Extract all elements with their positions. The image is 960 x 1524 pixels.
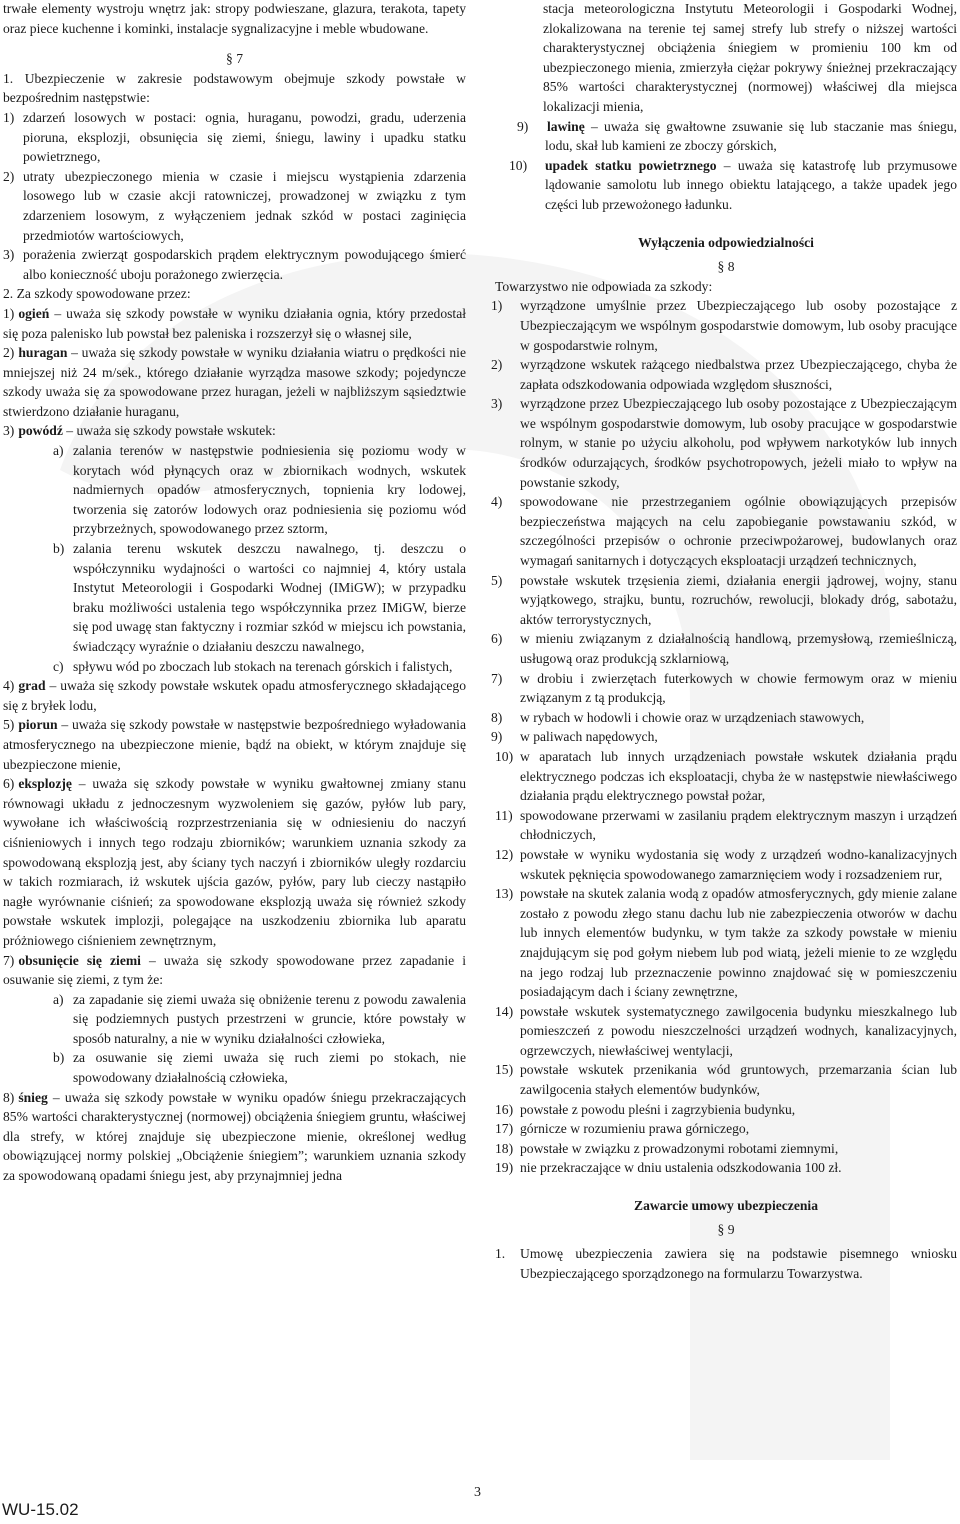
left-column [3,0,466,1186]
item-text: górnicze w rozumieniu prawa górniczego, [520,1121,750,1137]
item-text: powstałe w związku z prowadzonymi robotami ziemnymi, [520,1140,839,1156]
sub-item-letter: b) [53,1050,65,1066]
right-column [491,0,957,1283]
list-item [491,296,957,355]
list-item [495,1139,957,1159]
item-text: w aparatach lub innych urządzeniach powstałe wskutek działania prądu elektrycznego podczas ich eksploatacji, chyba że w następstwie niewłaściwego działania prądu elektrycznego powstał pożar, [520,748,957,804]
item-text: powstałe wskutek systematycznego zawilgocenia budynku mieszkalnego lub pomieszczeń z powodu nieszczelności urządzeń wodnych, kanalizacyjnych, ogrzewczych, niewłaściwej wentylacji, [520,1003,957,1058]
sub-item-text: za zapadanie się ziemi uważa się obniżenie terenu z powodu zawalenia się podziemnych pustych przestrzeni w gruncie, które powstały w sposób naturalny, a nie w wyniku działalności człowieka, [73,991,466,1046]
item-number: 2) [3,168,15,184]
list-item [3,108,466,167]
defined-term: lawinę [547,118,585,134]
item-number: 15) [495,1062,514,1078]
list-item [495,747,957,806]
item-text: w paliwach napędowych, [520,729,658,745]
item-number: 4) [491,494,503,510]
sub-item-text: za osuwanie się ziemi uważa się ruch ziemi po stokach, nie spowodowany działalnością człowieka, [73,1050,466,1086]
defined-term: upadek statku powietrznego [545,157,717,173]
item-number: 14) [495,1003,514,1019]
defined-term: śnieg [18,1089,48,1105]
definition-hail [3,676,466,715]
definition-hurricane [3,343,466,421]
sub-item-letter: a) [53,991,64,1007]
item-number: 8) [491,709,503,725]
definition-avalanche [495,117,957,156]
definition-text: – uważa się szkody powstałe w wyniku działania ognia, który przedostał się poza palenisko lub powstał bez paleniska i rozszerzył się o własnej sile, [3,305,466,341]
item-number: 5) [3,717,15,733]
item-number: 3) [3,423,15,439]
defined-term: piorun [18,717,58,733]
paragraph-1: 1. Ubezpieczenie w zakresie podstawowym obejmuje szkody powstałe w bezpośrednim następstwie: [3,70,466,106]
item-number: 1) [3,305,15,321]
defined-term: eksplozję [18,776,72,792]
definition-landslide [3,951,466,990]
list-item [3,167,466,245]
item-number: 6) [3,776,15,792]
item-number: 5) [491,572,503,588]
item-number: 16) [495,1101,514,1117]
definition-text: – uważa się szkody powstałe wskutek opadu atmosferycznego składającego się z bryłek lodu, [3,678,466,713]
item-text: wyrządzone wskutek rażącego niedbalstwa przez Ubezpieczającego, chyba że zapłata odszkodowania odpowiada względom słuszności, [520,357,957,392]
item-number: 3) [3,247,15,263]
defined-term: powódź [18,423,63,439]
list-item [491,394,957,492]
item-number: 8) [3,1089,15,1105]
list-item [491,629,957,668]
defined-term: obsunięcie się ziemi [18,952,141,968]
item-text: wyrządzone umyślnie przez Ubezpieczającego lub osoby pozostające z Ubezpieczającym we wspólnym gospodarstwie domowym, lub osoby pracujące w gospodarstwie rolnym, [520,298,957,353]
contract-heading: Zawarcie umowy ubezpieczenia [634,1198,818,1214]
item-text: zdarzeń losowych w postaci: ognia, huraganu, powodzi, gradu, uderzenia pioruna, eksplozji, obsunięcia się ziemi, śniegu, lawiny i upadku statku powietrznego, [23,109,466,165]
item-number: 10) [495,748,514,764]
list-item [491,708,957,728]
list-item [491,355,957,394]
list-item [495,845,957,884]
item-number: 19) [495,1160,514,1176]
item-text: nie przekraczające w dniu ustalenia odszkodowania 100 zł. [520,1160,842,1176]
list-item [3,245,466,284]
item-text: w rybach w hodowli i chowie oraz w urządzeniach stawowych, [520,709,865,725]
item-number: 7) [3,952,15,968]
item-number: 1) [3,109,15,125]
item-text: powstałe wskutek trzęsienia ziemi, działania energii jądrowej, wojny, stanu wyjątkowego, strajku, buntu, rozruchów, rewolucji, blokady dróg, sabotażu, aktów terrorystycznych, [520,572,957,627]
item-number: 10) [509,157,528,173]
intro-paragraph: trwałe elementy wystroju wnętrz jak: stropy podwieszane, glazura, terakota, tapety oraz piece kuchenne i kominki, instalacje sygnalizacyjne i meble wbudowane. [3,1,466,36]
definition-text: – uważa się gwałtowne zsuwanie się lub staczanie mas śniegu, lodu, skał lub kamieni ze zboczy górskich, [545,118,957,154]
definition-text: – uważa się szkody spowodowane przez zapadanie i osuwanie się ziemi, z tym że: [3,952,466,988]
list-item [495,806,957,845]
defined-term: huragan [18,345,68,361]
item-number: 17) [495,1121,514,1137]
sub-item [3,539,466,657]
contract-paragraph [495,1244,957,1283]
defined-term: ogień [18,305,50,321]
item-number: 1. [495,1246,506,1262]
item-text: powstałe na skutek zalania wodą z opadów atmosferycznych, gdy mienie zalane zostało z powodu złego stanu dachu lub nie zabezpieczenia otworów w dachu lub innych elementów budynku, w tym także za szkody powstałe w mieniu znajdującym się pod gołym niebem lub pod wiatą, jeżeli mienie to ze względu na jego rodzaj lub przeznaczenie powinno znajdować się w pomieszczeniu posiadającym dach i ściany zewnętrzne, [520,886,957,1000]
definition-flood [3,421,466,441]
definition-aircraft [495,156,957,215]
definition-text: – uważa się katastrofę lub przymusowe lądowanie samolotu lub innego obiektu latającego, a także upadek jego części lub przewożonego ładunku. [545,157,957,212]
sub-item [3,990,466,1049]
section-8-mark: § 8 [717,259,735,275]
item-text: w mieniu związanym z działalnością handlową, przemysłową, rzemieślniczą, usługową oraz produkcją szklarniową, [520,631,957,666]
sub-item [3,441,466,539]
section-7-mark: § 7 [226,51,243,67]
item-text: spowodowane nie przestrzeganiem ogólnie obowiązujących przepisów bezpieczeństwa mających na celu zapobieganie powstawaniu szkód, w szczególności przepisów o ochronie przeciwpożarowej, budowlanych oraz wymagań sanitarnych i dotyczących eksploatacji urządzeń technicznych, [520,494,957,569]
item-number: 2) [491,357,503,373]
item-text: porażenia zwierząt gospodarskich prądem elektrycznym powodującego śmierć albo konieczność uboju porażonego zwierzęcia. [23,247,466,282]
sub-item-text: spływu wód po zboczach lub stokach na terenach górskich i falistych, [73,658,453,674]
continued-paragraph: stacja meteorologiczna Instytutu Meteorologii i Gospodarki Wodnej, zlokalizowana na terenie tej samej strefy lub strefy o niższej wartości charakterystycznej obciążenia śniegiem w promieniu 100 km od ubezpieczonego mienia, zmierzyła ciężar pokrywy śnieżnej przekraczający 85% wartości charakterystycznej (normowej) właściwej dla miejsca lokalizacji mienia, [543,1,957,114]
list-item [491,492,957,570]
list-item [491,727,957,747]
list-item [495,1158,957,1178]
item-number: 18) [495,1140,514,1156]
definition-text: – uważa się szkody powstałe w wyniku gwałtownej zmiany stanu równowagi układu z jednoczesnym wyzwoleniem się gazów, pyłów lub pary, wywołane ich właściwością rozprzestrzeniania się w odniesieniu do naczyń ciśnieniowych i innych tego rodzaju zbiorników; warunkiem uznania szkody za spowodowaną eksplozją jest, aby ściany tych naczyń i zbiorników uległy rozdarciu w takich rozmiarach, iż wskutek ujścia gazów, pyłów, pary lub cieczy nastąpiło nagłe wyrównanie ciśnień; za spowodowane eksplozją uważa się również szkody powstałe wskutek implozji, polegające na uszkodzeniu zbiornika lub aparatu próżniowego ciśnieniem zewnętrznym, [3,776,466,948]
item-number: 11) [495,807,513,823]
item-number: 12) [495,846,514,862]
item-number: 6) [491,631,503,647]
list-item [491,669,957,708]
item-number: 2) [3,345,15,361]
defined-term: grad [18,678,46,694]
paragraph-2: 2. Za szkody spowodowane przez: [3,286,191,302]
list-item [495,1002,957,1061]
item-number: 4) [3,678,15,694]
item-text: spowodowane przerwami w zasilaniu prądem elektrycznym maszyn i urządzeń chłodniczych, [520,807,957,843]
item-text: Umowę ubezpieczenia zawiera się na podstawie pisemnego wniosku Ubezpieczającego sporządzonego na formularzu Towarzystwa. [520,1246,957,1281]
list-item [495,884,957,1002]
definition-lightning [3,715,466,774]
paragraph-1-list [3,108,466,284]
definition-explosion [3,774,466,950]
list-item [491,571,957,630]
item-number: 3) [491,396,503,412]
list-item [495,1060,957,1099]
item-number: 7) [491,670,503,686]
sub-item-letter: b) [53,541,65,557]
item-text: w drobiu i zwierzętach futerkowych w chowie fermowym oraz w mieniu związanym z tą produkcją, [520,670,957,706]
definition-text: – uważa się szkody powstałe w następstwie bezpośredniego wyładowania atmosferycznego na ubezpieczone mienie, bądź na obiekt, w którym znajduje się ubezpieczone mienie, [3,717,466,772]
item-number: 9) [491,729,503,745]
item-number: 9) [517,118,529,134]
exclusions-list [491,296,957,1178]
sub-item-letter: c) [53,658,64,674]
definition-text: – uważa się szkody powstałe w wyniku działania wiatru o prędkości nie mniejszej niż 24 m/sek., którego działanie wyrządza masowe szkody; pojedyncze szkody uważa się za spowodowane przez huragan, jeżeli w najbliższym sąsiedztwie stwierdzono działanie huraganu, [3,345,466,419]
item-text: wyrządzone przez Ubezpieczającego lub osoby pozostające z Ubezpieczającym we wspólnym gospodarstwie domowym, lub osoby pracujące w gospodarstwie rolnym, w stanie po użyciu alkoholu, pod wpływem narkotyków lub innych środków odurzających, środków psychotropowych, jeżeli miało to wpływ na powstanie szkody, [520,396,957,490]
item-text: powstałe z powodu pleśni i zagrzybienia budynku, [520,1101,796,1117]
list-item [495,1119,957,1139]
item-text: powstałe wskutek przenikania wód gruntowych, przemarzania ścian lub zawilgocenia stałych elementów budynków, [520,1062,957,1098]
definition-fire [3,304,466,343]
document-code: WU-15.02 [2,1500,79,1519]
sub-item [3,1048,466,1087]
definition-text: – uważa się szkody powstałe wskutek: [62,423,276,439]
sub-item [3,657,466,677]
definition-text: – uważa się szkody powstałe w wyniku opadów śniegu przekraczających 85% wartości charakterystycznej (normowej) obciążenia śniegiem gruntu, właściwej dla strefy, w której znajduje się ubezpieczone mienie, określonej według obowiązującej normy polskiej „Obciążenie śniegiem”; warunkiem uznania szkody za spowodowaną opadami śniegu jest, aby przynajmniej jedna [3,1089,466,1184]
sub-item-text: zalania terenów w następstwie podniesienia się poziomu wody w korytach wód płynących oraz w zbiornikach wodnych, wskutek nadmiernych opadów atmosferycznych, topnienia kry lodowej, tworzenia się zatorów lodowych oraz podniesienia się poziomu wód przybrzeżnych, spowodowanego przez sztorm, [73,443,466,537]
sub-item-letter: a) [53,443,64,459]
exclusions-intro: Towarzystwo nie odpowiada za szkody: [495,278,713,294]
item-number: 1) [491,298,503,314]
item-number: 13) [495,886,514,902]
sub-item-text: zalania terenu wskutek deszczu nawalnego, tj. deszczu o współczynniku wydajności o wartości co najmniej 4, który ustala Instytut Meteorologii i Gospodarki Wodnej (IMiGW); w przypadku braku możliwości ustalenia tego współczynnika przez IMiGW, bierze się pod uwagę stan faktyczny i rozmiar szkód w miejscu ich powstania, świadczący wyraźnie o działaniu deszczu nawalnego, [73,541,466,654]
item-text: powstałe w wyniku wydostania się wody z urządzeń wodno-kanalizacyjnych wskutek pęknięcia spowodowanego zamarznięciem wody i rozsadzeniem rur, [520,846,957,882]
list-item [495,1100,957,1120]
exclusions-heading: Wyłączenia odpowiedzialności [638,234,814,250]
section-9-mark: § 9 [717,1221,735,1237]
item-text: utraty ubezpieczonego mienia w czasie i miejscu wystąpienia zdarzenia losowego lub w czasie akcji ratowniczej, prowadzonej w związku z tym zdarzeniem losowym, z wyłączeniem jednak szkód w postaci zaginięcia przedmiotów wartościowych, [23,168,466,243]
definition-snow [3,1088,466,1186]
page-number: 3 [474,1485,481,1500]
